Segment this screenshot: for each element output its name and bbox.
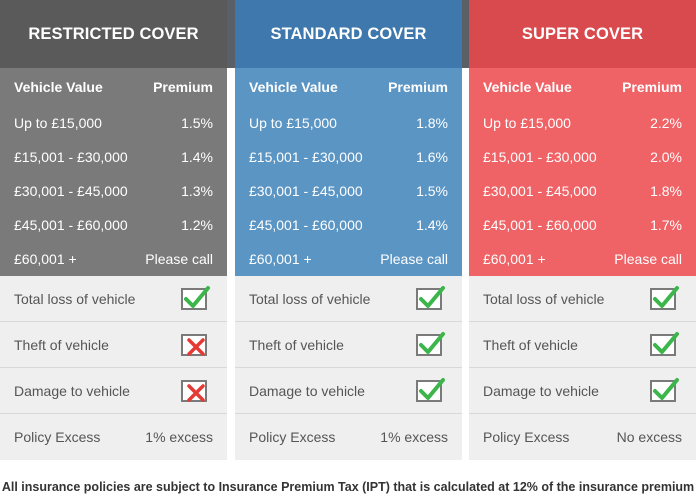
premium-rate: 2.2% bbox=[650, 115, 682, 131]
premium-row bbox=[0, 106, 227, 140]
excess-row bbox=[0, 414, 227, 459]
plan-standard-cover bbox=[235, 0, 462, 460]
premium-row bbox=[235, 208, 462, 242]
cross-icon bbox=[181, 334, 207, 356]
feature-list bbox=[469, 276, 696, 460]
check-icon bbox=[181, 288, 207, 310]
premium-row bbox=[0, 242, 227, 276]
premium-heading: Premium bbox=[153, 79, 213, 95]
premium-row bbox=[469, 106, 696, 140]
excess-value: 1% excess bbox=[380, 428, 448, 445]
feature-label: Total loss of vehicle bbox=[483, 290, 605, 307]
value-range: £45,001 - £60,000 bbox=[483, 217, 597, 233]
feature-label: Damage to vehicle bbox=[14, 382, 130, 399]
premium-rate: 1.4% bbox=[416, 217, 448, 233]
check-icon bbox=[650, 380, 676, 402]
premium-rate: Please call bbox=[145, 251, 213, 267]
feature-row bbox=[235, 368, 462, 414]
premium-rate: 1.3% bbox=[181, 183, 213, 199]
premium-rate: 1.5% bbox=[181, 115, 213, 131]
premium-rate: 1.7% bbox=[650, 217, 682, 233]
excess-value: 1% excess bbox=[145, 428, 213, 445]
plan-super-cover bbox=[469, 0, 696, 460]
plan-restricted-cover bbox=[0, 0, 227, 460]
check-icon bbox=[416, 334, 442, 356]
feature-row bbox=[0, 322, 227, 368]
feature-label: Total loss of vehicle bbox=[249, 290, 371, 307]
premium-row bbox=[469, 208, 696, 242]
premium-table-header bbox=[469, 68, 696, 106]
column-gap bbox=[462, 0, 469, 68]
excess-value: No excess bbox=[616, 428, 682, 445]
premium-row bbox=[0, 208, 227, 242]
premium-rate: 2.0% bbox=[650, 149, 682, 165]
value-range: £30,001 - £45,000 bbox=[14, 183, 128, 199]
premium-heading: Premium bbox=[622, 79, 682, 95]
feature-label: Theft of vehicle bbox=[483, 336, 578, 353]
value-range: £60,001 + bbox=[249, 251, 312, 267]
premium-table-header bbox=[235, 68, 462, 106]
premium-rate: 1.8% bbox=[416, 115, 448, 131]
premium-row bbox=[0, 174, 227, 208]
premium-row bbox=[469, 174, 696, 208]
value-range: £15,001 - £30,000 bbox=[483, 149, 597, 165]
feature-label: Theft of vehicle bbox=[14, 336, 109, 353]
feature-list bbox=[235, 276, 462, 460]
value-range: £30,001 - £45,000 bbox=[249, 183, 363, 199]
value-range: £60,001 + bbox=[483, 251, 546, 267]
value-range: £30,001 - £45,000 bbox=[483, 183, 597, 199]
vehicle-value-heading: Vehicle Value bbox=[14, 79, 103, 95]
premium-row bbox=[0, 140, 227, 174]
premium-rate: 1.4% bbox=[181, 149, 213, 165]
check-icon bbox=[416, 288, 442, 310]
premium-heading: Premium bbox=[388, 79, 448, 95]
feature-row bbox=[0, 276, 227, 322]
plan-title: RESTRICTED COVER bbox=[0, 0, 227, 68]
premium-rate: 1.8% bbox=[650, 183, 682, 199]
value-range: £60,001 + bbox=[14, 251, 77, 267]
feature-list bbox=[0, 276, 227, 460]
feature-row bbox=[0, 368, 227, 414]
value-range: Up to £15,000 bbox=[483, 115, 571, 131]
premium-rate: Please call bbox=[614, 251, 682, 267]
ipt-footnote: All insurance policies are subject to Insurance Premium Tax (IPT) that is calculated at 12% of the insurance premium bbox=[1, 480, 695, 494]
vehicle-value-heading: Vehicle Value bbox=[249, 79, 338, 95]
premium-rate: Please call bbox=[380, 251, 448, 267]
plan-title: SUPER COVER bbox=[469, 0, 696, 68]
feature-row bbox=[469, 276, 696, 322]
check-icon bbox=[650, 334, 676, 356]
feature-row bbox=[235, 322, 462, 368]
value-range: £45,001 - £60,000 bbox=[249, 217, 363, 233]
check-icon bbox=[650, 288, 676, 310]
feature-row bbox=[469, 322, 696, 368]
premium-row bbox=[235, 140, 462, 174]
premium-table bbox=[0, 68, 227, 276]
feature-label: Damage to vehicle bbox=[249, 382, 365, 399]
check-icon bbox=[416, 380, 442, 402]
excess-row bbox=[469, 414, 696, 459]
premium-row bbox=[235, 106, 462, 140]
excess-label: Policy Excess bbox=[249, 428, 336, 445]
premium-row bbox=[235, 174, 462, 208]
premium-table bbox=[469, 68, 696, 276]
feature-row bbox=[235, 276, 462, 322]
premium-rate: 1.2% bbox=[181, 217, 213, 233]
excess-label: Policy Excess bbox=[483, 428, 570, 445]
feature-label: Theft of vehicle bbox=[249, 336, 344, 353]
feature-label: Damage to vehicle bbox=[483, 382, 599, 399]
value-range: £45,001 - £60,000 bbox=[14, 217, 128, 233]
premium-table-header bbox=[0, 68, 227, 106]
excess-row bbox=[235, 414, 462, 459]
value-range: £15,001 - £30,000 bbox=[14, 149, 128, 165]
value-range: Up to £15,000 bbox=[14, 115, 102, 131]
value-range: £15,001 - £30,000 bbox=[249, 149, 363, 165]
feature-label: Total loss of vehicle bbox=[14, 290, 136, 307]
cross-icon bbox=[181, 380, 207, 402]
plan-title: STANDARD COVER bbox=[235, 0, 462, 68]
value-range: Up to £15,000 bbox=[249, 115, 337, 131]
vehicle-value-heading: Vehicle Value bbox=[483, 79, 572, 95]
premium-row bbox=[469, 242, 696, 276]
premium-row bbox=[235, 242, 462, 276]
excess-label: Policy Excess bbox=[14, 428, 101, 445]
premium-table bbox=[235, 68, 462, 276]
premium-row bbox=[469, 140, 696, 174]
premium-rate: 1.5% bbox=[416, 183, 448, 199]
premium-rate: 1.6% bbox=[416, 149, 448, 165]
feature-row bbox=[469, 368, 696, 414]
column-gap bbox=[227, 0, 235, 68]
